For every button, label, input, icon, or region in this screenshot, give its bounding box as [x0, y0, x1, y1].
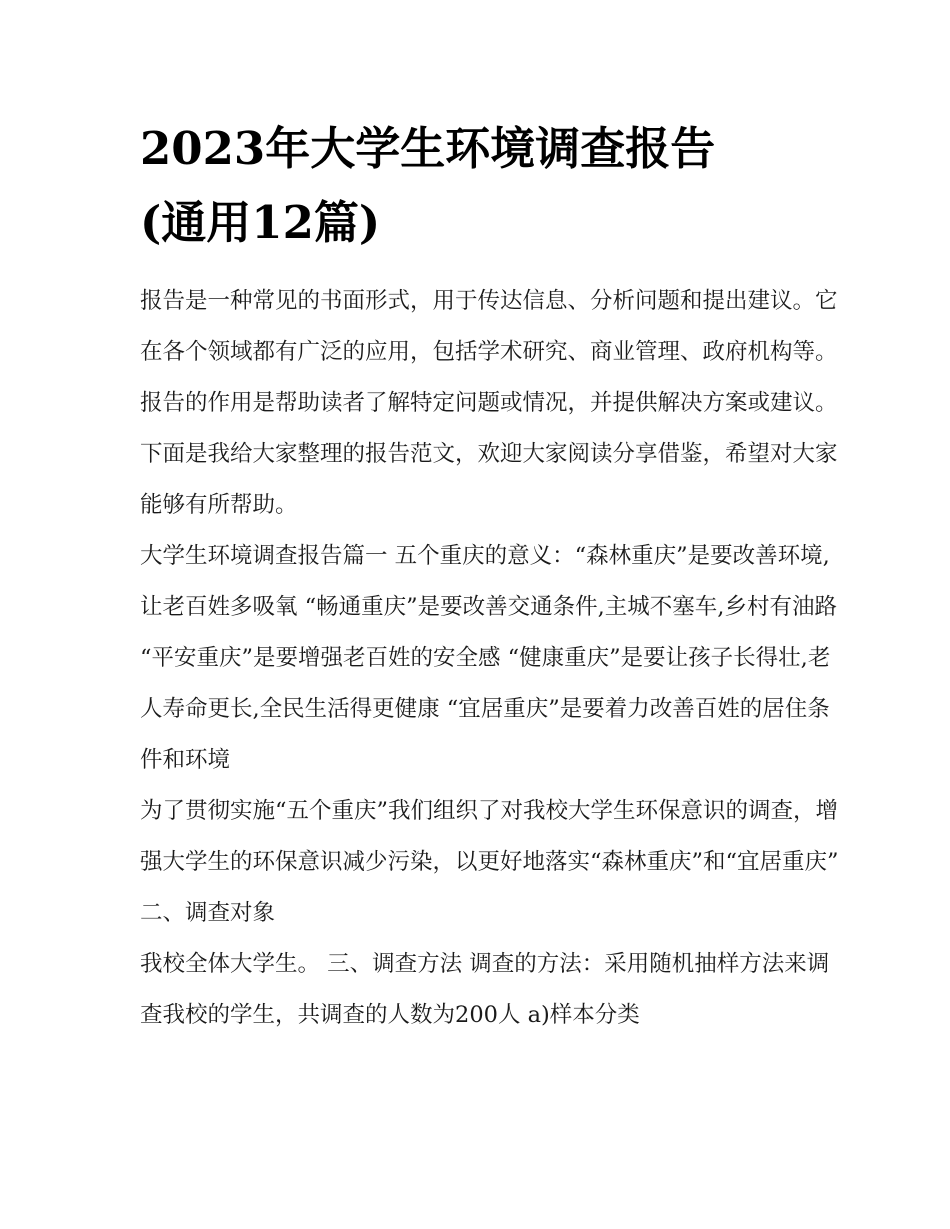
document-title [140, 112, 840, 260]
title-line-2: (通用12篇) [140, 196, 381, 249]
title-line-1: 2023年大学生环境调查报告 [140, 122, 716, 175]
section-one-paragraph: 大学生环境调查报告篇一 五个重庆的意义：“森林重庆”是要改善环境,让老百姓多吸氧 “畅通重庆”是要改善交通条件,主城不塞车,乡村有油路 [140, 543, 837, 620]
survey-purpose-paragraph: 为了贯彻实施“五个重庆”我们组织了对我校大学生环保意识的调查，增强大学生的环保意识减少污染，以更好地落实“森林重庆”和“宜居重庆” 二、调查对象 [140, 798, 839, 926]
survey-method-paragraph: 我校全体大学生。 三、调查方法 调查的方法：采用随机抽样方法来调查我校的学生，共调查的人数为200人 a)样本分类 [140, 951, 830, 1028]
document-body [140, 276, 840, 1041]
intro-paragraph: 报告是一种常见的书面形式，用于传达信息、分析问题和提出建议。它在各个领域都有广泛的应用，包括学术研究、商业管理、政府机构等。报告的作用是帮助读者了解特定问题或情况，并提供解决方案或建议。下面是我给大家整理的报告范文，欢迎大家阅读分享借鉴，希望对大家能够有所帮助。 [140, 288, 838, 518]
five-chongqing-paragraph: “平安重庆”是要增强老百姓的安全感 “健康重庆”是要让孩子长得壮,老人寿命更长,全民生活得更健康 “宜居重庆”是要着力改善百姓的居住条件和环境 [140, 645, 831, 773]
